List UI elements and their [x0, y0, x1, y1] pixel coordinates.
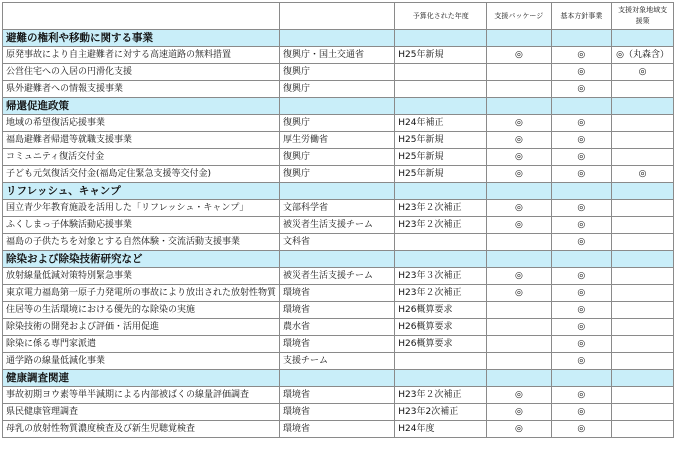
- agency-cell: 復興庁: [280, 149, 395, 166]
- section-title: リフレッシュ、キャンプ: [3, 183, 280, 200]
- agency-cell: 環境省: [280, 421, 395, 438]
- target-area-cell: [612, 149, 674, 166]
- section-empty-cell: [487, 251, 551, 268]
- header-blank-agency: [280, 3, 395, 30]
- section-empty-cell: [395, 98, 487, 115]
- section-empty-cell: [395, 183, 487, 200]
- target-area-cell: [612, 421, 674, 438]
- target-area-cell: [612, 404, 674, 421]
- project-name-cell: 母乳の放射性物質濃度検査及び新生児聴覚検査: [3, 421, 280, 438]
- project-name-cell: 地域の希望復活応援事業: [3, 115, 280, 132]
- section-empty-cell: [280, 370, 395, 387]
- table-row: [3, 302, 674, 319]
- section-empty-cell: [395, 251, 487, 268]
- support-package-cell: ◎: [487, 268, 551, 285]
- target-area-cell: [612, 336, 674, 353]
- section-row: [3, 30, 674, 47]
- support-package-cell: ◎: [487, 387, 551, 404]
- support-package-cell: ◎: [487, 132, 551, 149]
- section-empty-cell: [612, 98, 674, 115]
- agency-cell: 文部科学省: [280, 200, 395, 217]
- agency-cell: 環境省: [280, 336, 395, 353]
- budget-year-cell: H24年度: [395, 421, 487, 438]
- support-package-cell: ◎: [487, 200, 551, 217]
- budget-year-cell: H26概算要求: [395, 336, 487, 353]
- target-area-cell: ◎: [612, 64, 674, 81]
- project-name-cell: 東京電力福島第一原子力発電所の事故により放出された放射性物質: [3, 285, 280, 302]
- agency-cell: 文科省: [280, 234, 395, 251]
- target-area-cell: ◎: [612, 166, 674, 183]
- table-row: [3, 64, 674, 81]
- project-name-cell: ふくしまっ子体験活動応援事業: [3, 217, 280, 234]
- support-package-cell: [487, 319, 551, 336]
- support-package-cell: ◎: [487, 166, 551, 183]
- header-row: [3, 3, 674, 30]
- basic-policy-cell: ◎: [551, 404, 612, 421]
- section-empty-cell: [551, 30, 612, 47]
- support-package-cell: ◎: [487, 47, 551, 64]
- target-area-cell: [612, 285, 674, 302]
- section-empty-cell: [280, 183, 395, 200]
- budget-year-cell: [395, 353, 487, 370]
- target-area-cell: ◎（丸森含）: [612, 47, 674, 64]
- project-name-cell: 通学路の線量低減化事業: [3, 353, 280, 370]
- table-row: [3, 149, 674, 166]
- agency-cell: 復興庁: [280, 115, 395, 132]
- basic-policy-cell: ◎: [551, 353, 612, 370]
- agency-cell: 復興庁: [280, 166, 395, 183]
- budget-year-cell: [395, 64, 487, 81]
- section-title: 帰還促進政策: [3, 98, 280, 115]
- agency-cell: 農水省: [280, 319, 395, 336]
- basic-policy-cell: ◎: [551, 336, 612, 353]
- table-row: [3, 268, 674, 285]
- table-row: [3, 285, 674, 302]
- table-row: [3, 47, 674, 64]
- budget-year-cell: [395, 234, 487, 251]
- target-area-cell: [612, 234, 674, 251]
- target-area-cell: [612, 217, 674, 234]
- section-empty-cell: [280, 30, 395, 47]
- budget-year-cell: H23年３次補正: [395, 268, 487, 285]
- basic-policy-cell: ◎: [551, 285, 612, 302]
- section-empty-cell: [395, 370, 487, 387]
- header-support-package: 支援パッケージ: [487, 3, 551, 30]
- budget-year-cell: H23年2次補正: [395, 404, 487, 421]
- section-empty-cell: [280, 251, 395, 268]
- support-package-cell: ◎: [487, 149, 551, 166]
- basic-policy-cell: ◎: [551, 319, 612, 336]
- budget-year-cell: H23年２次補正: [395, 387, 487, 404]
- project-name-cell: 福島避難者帰還等就職支援事業: [3, 132, 280, 149]
- support-package-cell: [487, 302, 551, 319]
- table-row: [3, 234, 674, 251]
- basic-policy-cell: ◎: [551, 166, 612, 183]
- table-row: [3, 81, 674, 98]
- agency-cell: 支援チーム: [280, 353, 395, 370]
- support-package-cell: ◎: [487, 404, 551, 421]
- basic-policy-cell: ◎: [551, 302, 612, 319]
- support-package-cell: ◎: [487, 285, 551, 302]
- header-blank-name: [3, 3, 280, 30]
- table-row: [3, 353, 674, 370]
- table-body: [3, 3, 674, 438]
- section-title: 健康調査関連: [3, 370, 280, 387]
- support-package-cell: ◎: [487, 217, 551, 234]
- section-empty-cell: [487, 183, 551, 200]
- section-row: [3, 98, 674, 115]
- section-empty-cell: [487, 98, 551, 115]
- basic-policy-cell: ◎: [551, 115, 612, 132]
- support-package-cell: [487, 81, 551, 98]
- table-row: [3, 200, 674, 217]
- support-package-cell: [487, 336, 551, 353]
- table-row: [3, 132, 674, 149]
- basic-policy-cell: ◎: [551, 81, 612, 98]
- support-package-cell: ◎: [487, 115, 551, 132]
- agency-cell: 復興庁: [280, 64, 395, 81]
- table-row: [3, 217, 674, 234]
- basic-policy-cell: ◎: [551, 47, 612, 64]
- project-name-cell: 公営住宅への入居の円滑化支援: [3, 64, 280, 81]
- basic-policy-cell: ◎: [551, 217, 612, 234]
- table-row: [3, 421, 674, 438]
- table-row: [3, 387, 674, 404]
- budget-year-cell: [395, 81, 487, 98]
- basic-policy-cell: ◎: [551, 132, 612, 149]
- budget-year-cell: H23年２次補正: [395, 285, 487, 302]
- basic-policy-cell: ◎: [551, 387, 612, 404]
- project-name-cell: 放射線量低減対策特別緊急事業: [3, 268, 280, 285]
- project-name-cell: 県外避難者への情報支援事業: [3, 81, 280, 98]
- budget-year-cell: H26概算要求: [395, 319, 487, 336]
- section-row: [3, 370, 674, 387]
- table-row: [3, 336, 674, 353]
- section-row: [3, 183, 674, 200]
- section-title: 除染および除染技術研究など: [3, 251, 280, 268]
- target-area-cell: [612, 268, 674, 285]
- target-area-cell: [612, 200, 674, 217]
- project-name-cell: コミュニティ復活交付金: [3, 149, 280, 166]
- section-empty-cell: [487, 370, 551, 387]
- basic-policy-cell: ◎: [551, 234, 612, 251]
- table-row: [3, 404, 674, 421]
- agency-cell: 復興庁・国土交通省: [280, 47, 395, 64]
- budget-year-cell: H25年新規: [395, 47, 487, 64]
- support-package-cell: [487, 64, 551, 81]
- section-empty-cell: [551, 98, 612, 115]
- section-empty-cell: [551, 370, 612, 387]
- budget-year-cell: H25年新規: [395, 149, 487, 166]
- section-title: 避難の権利や移動に関する事業: [3, 30, 280, 47]
- target-area-cell: [612, 81, 674, 98]
- table-row: [3, 166, 674, 183]
- header-budget-year: 予算化された年度: [395, 3, 487, 30]
- budget-year-cell: H23年２次補正: [395, 217, 487, 234]
- agency-cell: 環境省: [280, 404, 395, 421]
- target-area-cell: [612, 302, 674, 319]
- section-empty-cell: [612, 370, 674, 387]
- agency-cell: 環境省: [280, 285, 395, 302]
- header-basic-policy: 基本方針事業: [551, 3, 612, 30]
- policy-table: [2, 2, 674, 438]
- support-package-cell: [487, 234, 551, 251]
- target-area-cell: [612, 353, 674, 370]
- agency-cell: 復興庁: [280, 81, 395, 98]
- budget-year-cell: H24年補正: [395, 115, 487, 132]
- project-name-cell: 原発事故により自主避難者に対する高速道路の無料措置: [3, 47, 280, 64]
- section-row: [3, 251, 674, 268]
- target-area-cell: [612, 319, 674, 336]
- basic-policy-cell: ◎: [551, 64, 612, 81]
- basic-policy-cell: ◎: [551, 149, 612, 166]
- agency-cell: 環境省: [280, 302, 395, 319]
- section-empty-cell: [487, 30, 551, 47]
- budget-year-cell: H25年新規: [395, 132, 487, 149]
- project-name-cell: 国立青少年教育施設を活用した「リフレッシュ・キャンプ」: [3, 200, 280, 217]
- table-row: [3, 319, 674, 336]
- target-area-cell: [612, 132, 674, 149]
- agency-cell: 環境省: [280, 387, 395, 404]
- agency-cell: 厚生労働省: [280, 132, 395, 149]
- basic-policy-cell: ◎: [551, 200, 612, 217]
- section-empty-cell: [551, 251, 612, 268]
- section-empty-cell: [280, 98, 395, 115]
- header-target-area-support: 支援対象地域支援策: [612, 3, 674, 30]
- project-name-cell: 福島の子供たちを対象とする自然体験・交流活動支援事業: [3, 234, 280, 251]
- section-empty-cell: [612, 251, 674, 268]
- agency-cell: 被災者生活支援チーム: [280, 268, 395, 285]
- budget-year-cell: H25年新規: [395, 166, 487, 183]
- support-package-cell: ◎: [487, 421, 551, 438]
- project-name-cell: 除染に係る専門家派遣: [3, 336, 280, 353]
- agency-cell: 被災者生活支援チーム: [280, 217, 395, 234]
- section-empty-cell: [395, 30, 487, 47]
- support-package-cell: [487, 353, 551, 370]
- section-empty-cell: [551, 183, 612, 200]
- project-name-cell: 住居等の生活環境における優先的な除染の実施: [3, 302, 280, 319]
- section-empty-cell: [612, 183, 674, 200]
- budget-year-cell: H26概算要求: [395, 302, 487, 319]
- budget-year-cell: H23年２次補正: [395, 200, 487, 217]
- target-area-cell: [612, 115, 674, 132]
- project-name-cell: 事故初期ヨウ素等単半減期による内部被ばくの線量評価調査: [3, 387, 280, 404]
- table-row: [3, 115, 674, 132]
- section-empty-cell: [612, 30, 674, 47]
- project-name-cell: 除染技術の開発および評価・活用促進: [3, 319, 280, 336]
- basic-policy-cell: ◎: [551, 421, 612, 438]
- project-name-cell: 子ども元気復活交付金(福島定住緊急支援等交付金): [3, 166, 280, 183]
- basic-policy-cell: ◎: [551, 268, 612, 285]
- target-area-cell: [612, 387, 674, 404]
- project-name-cell: 県民健康管理調査: [3, 404, 280, 421]
